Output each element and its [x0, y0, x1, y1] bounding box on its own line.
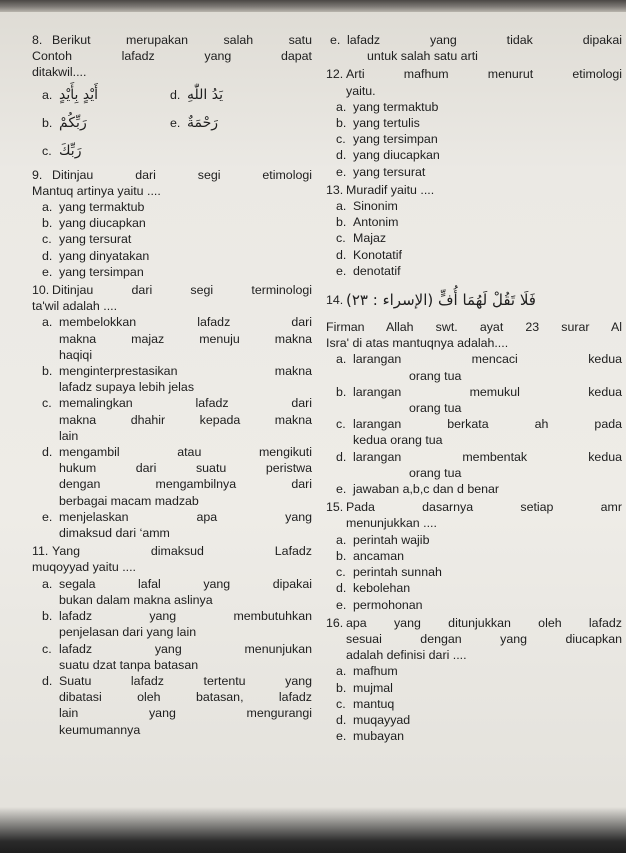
option-letter: b. — [42, 364, 53, 379]
option-b — [326, 115, 622, 131]
option-text: penjelasan dari yang lain — [59, 625, 197, 640]
option-arabic-text: أَيْدٍ بِأَيْدٍ — [59, 86, 98, 103]
option-letter: a. — [42, 200, 53, 215]
question-text: Contoh lafadz yang dapat — [32, 49, 312, 64]
option-letter: c. — [42, 396, 52, 411]
quran-verse-arabic: فَلَا تَقُلْ لَهُمَا أُفٍّ (الإسراء : ٢٣) — [346, 290, 536, 309]
question-text: Firman Allah swt. ayat 23 surar Al — [326, 320, 622, 335]
option-row — [32, 81, 312, 109]
option-a — [32, 576, 312, 608]
option-text: memalingkan lafadz dari — [59, 396, 312, 411]
question-text: muqoyyad yaitu .... — [32, 560, 136, 575]
option-text: bukan dalam makna aslinya — [59, 592, 213, 607]
option-d — [326, 712, 622, 728]
option-letter: d. — [336, 712, 347, 727]
option-letter: c. — [336, 417, 346, 432]
option-text: larangan berkata ah pada — [353, 417, 622, 432]
question-text: Ditinjau dari segi etimologi — [52, 167, 312, 182]
option-letter: c. — [336, 132, 346, 147]
question-number: 10. — [32, 283, 50, 298]
option-text: mafhum — [353, 664, 398, 679]
question-number: 8. — [32, 33, 43, 47]
question-text: sesuai dengan yang diucapkan — [346, 631, 622, 646]
option-d — [326, 449, 622, 481]
option-text: dibatasi oleh batasan, lafadz — [59, 690, 312, 705]
option-letter: b. — [42, 115, 53, 130]
option-b — [326, 548, 622, 564]
option-row — [32, 137, 312, 165]
option-letter: c. — [42, 143, 52, 158]
option-text: mujmal — [353, 680, 393, 695]
option-text: makna dhahir kepada makna — [59, 412, 312, 427]
option-d — [326, 147, 622, 163]
option-text: lafadz yang tidak dipakai — [347, 33, 622, 47]
question-text: Muradif yaitu .... — [346, 182, 435, 197]
option-row — [32, 109, 312, 137]
option-a — [32, 199, 312, 215]
option-b — [32, 608, 312, 640]
option-letter: d. — [42, 673, 53, 688]
option-text: orang tua — [409, 465, 462, 480]
photo-top-edge — [0, 0, 626, 12]
question-12 — [326, 66, 622, 179]
question-11-option-e — [326, 32, 622, 64]
option-letter: a. — [336, 664, 347, 679]
question-text: Yang dimaksud Lafadz — [52, 544, 312, 559]
option-text: Konotatif — [353, 247, 402, 262]
option-letter: b. — [336, 548, 347, 563]
option-letter: d. — [336, 449, 347, 464]
option-text: yang dinyatakan — [59, 248, 150, 263]
option-letter: b. — [42, 216, 53, 231]
option-letter: b. — [336, 384, 347, 399]
option-b — [326, 384, 622, 416]
option-text: menjelaskan apa yang — [59, 509, 312, 524]
option-text: muqayyad — [353, 712, 411, 727]
option-letter: d. — [170, 87, 181, 102]
option-text: yang tersimpan — [353, 132, 438, 147]
option-letter: a. — [42, 87, 53, 102]
option-b — [326, 680, 622, 696]
option-letter: d. — [336, 148, 347, 163]
question-number: 15. — [326, 500, 344, 515]
option-c — [32, 231, 312, 247]
option-e — [326, 164, 622, 180]
photo-bottom-shadow — [0, 807, 626, 853]
option-letter: a. — [336, 199, 347, 214]
question-text: Isra' di atas mantuqnya adalah.... — [326, 336, 509, 351]
option-text: yang tersurat — [353, 164, 426, 179]
option-text: menginterprestasikan makna — [59, 364, 312, 379]
option-letter: b. — [336, 116, 347, 131]
left-column — [32, 32, 312, 740]
option-text: larangan membentak kedua — [353, 449, 622, 464]
option-e — [326, 263, 622, 279]
option-text: jawaban a,b,c dan d benar — [353, 482, 500, 497]
option-text: untuk salah satu arti — [367, 49, 478, 64]
option-letter: a. — [336, 99, 347, 114]
question-13 — [326, 182, 622, 279]
option-text: larangan memukul kedua — [353, 384, 622, 399]
option-text: mengambil atau mengikuti — [59, 445, 312, 460]
question-number: 13. — [326, 182, 344, 197]
right-column — [326, 32, 622, 746]
option-e — [326, 481, 622, 497]
option-letter: d. — [336, 247, 347, 262]
option-c — [32, 395, 312, 444]
option-b — [32, 215, 312, 231]
option-text: permohonan — [353, 597, 423, 612]
option-text: yang diucapkan — [353, 148, 440, 163]
question-11 — [32, 543, 312, 737]
option-letter: e. — [336, 164, 347, 179]
option-letter: b. — [42, 609, 53, 624]
question-number: 11. — [32, 544, 49, 559]
option-letter: a. — [42, 576, 53, 591]
option-letter: e. — [42, 509, 53, 524]
option-letter: a. — [336, 352, 347, 367]
option-c — [326, 131, 622, 147]
option-b — [32, 363, 312, 395]
question-number: 12. — [326, 67, 344, 82]
option-e — [32, 264, 312, 280]
option-arabic-text: يَدُ اللّٰهِ — [187, 86, 223, 103]
option-text: Majaz — [353, 231, 387, 246]
option-c — [326, 416, 622, 448]
option-letter: c. — [336, 231, 346, 246]
option-text: yang termaktub — [59, 200, 145, 215]
question-number: 14. — [326, 292, 344, 307]
question-number: 16. — [326, 615, 344, 630]
option-a — [326, 663, 622, 679]
option-text: mubayan — [353, 729, 404, 744]
option-letter: e. — [170, 115, 181, 130]
option-letter: e. — [336, 729, 347, 744]
option-letter: b. — [336, 680, 347, 695]
option-a — [326, 99, 622, 115]
option-text: yang diucapkan — [59, 216, 146, 231]
option-letter: d. — [42, 445, 53, 460]
option-text: larangan mencaci kedua — [353, 352, 622, 367]
option-letter: c. — [336, 696, 346, 711]
option-text: lain — [59, 428, 79, 443]
option-text: kedua orang tua — [353, 433, 443, 448]
option-c — [326, 230, 622, 246]
option-letter: d. — [336, 581, 347, 596]
option-text: haqiqi — [59, 347, 93, 362]
option-text: suatu dzat tanpa batasan — [59, 657, 199, 672]
question-text: Pada dasarnya setiap amr — [346, 500, 622, 515]
question-14 — [326, 285, 622, 497]
option-e — [326, 728, 622, 744]
option-letter: a. — [336, 532, 347, 547]
option-text: yang tersimpan — [59, 264, 144, 279]
option-letter: b. — [336, 215, 347, 230]
option-text: Sinonim — [353, 199, 398, 214]
option-text: berbagai macam madzab — [59, 493, 199, 508]
option-d — [32, 248, 312, 264]
option-e — [32, 509, 312, 541]
option-d — [326, 580, 622, 596]
option-text: dimaksud dari ‘amm — [59, 526, 170, 541]
option-letter: e. — [42, 264, 53, 279]
option-letter: d. — [42, 248, 53, 263]
question-text: apa yang ditunjukkan oleh lafadz — [346, 615, 622, 630]
option-letter: c. — [336, 565, 346, 580]
option-text: yang tertulis — [353, 116, 420, 131]
option-text: makna majaz menuju makna — [59, 331, 312, 346]
option-d — [32, 673, 312, 738]
option-text: yang termaktub — [353, 99, 439, 114]
option-letter: e. — [336, 263, 347, 278]
option-text: mantuq — [353, 696, 395, 711]
question-text: ditakwil.... — [32, 65, 87, 80]
option-arabic-text: رَحْمَةٌ — [187, 114, 219, 131]
option-text: kebolehan — [353, 581, 411, 596]
question-9 — [32, 167, 312, 280]
option-text: keumumannya — [59, 722, 141, 737]
option-text: lafadz yang membutuhkan — [59, 609, 312, 624]
option-a — [32, 314, 312, 363]
option-text: segala lafal yang dipakai — [59, 576, 312, 591]
option-letter: c. — [42, 641, 52, 656]
question-text: yaitu. — [346, 83, 376, 98]
option-c — [326, 564, 622, 580]
option-letter: c. — [42, 232, 52, 247]
question-text: ta'wil adalah .... — [32, 299, 118, 314]
option-text: perintah sunnah — [353, 565, 442, 580]
option-d — [326, 247, 622, 263]
option-letter: a. — [42, 315, 53, 330]
question-text: Arti mafhum menurut etimologi — [346, 67, 622, 82]
option-text: orang tua — [409, 368, 462, 383]
question-10 — [32, 282, 312, 541]
option-a — [326, 198, 622, 214]
option-arabic-text: رَبِّكَ — [59, 142, 82, 159]
option-text: lain yang mengurangi — [59, 706, 312, 721]
option-b — [326, 214, 622, 230]
question-8 — [32, 32, 312, 165]
option-text: lafadz supaya lebih jelas — [59, 380, 195, 395]
question-text: adalah definisi dari .... — [346, 648, 467, 663]
question-15 — [326, 499, 622, 612]
option-text: dengan mengambilnya dari — [59, 477, 312, 492]
option-text: yang tersurat — [59, 232, 132, 247]
option-text: perintah wajib — [353, 532, 430, 547]
option-c — [326, 696, 622, 712]
option-text: hukum dari suatu peristwa — [59, 461, 312, 476]
option-text: denotatif — [353, 263, 401, 278]
option-text: ancaman — [353, 548, 404, 563]
option-a — [326, 532, 622, 548]
question-text: Ditinjau dari segi terminologi — [52, 283, 312, 298]
option-e — [326, 597, 622, 613]
question-16 — [326, 615, 622, 745]
option-a — [326, 351, 622, 383]
option-letter: e. — [330, 33, 341, 47]
option-arabic-text: رَبِّكُمْ — [59, 114, 87, 131]
question-text: Berikut merupakan salah satu — [52, 33, 312, 47]
question-text: Mantuq artinya yaitu .... — [32, 183, 161, 198]
option-text: lafadz yang menunjukan — [59, 641, 312, 656]
question-text: menunjukkan .... — [346, 516, 437, 531]
option-letter: e. — [336, 482, 347, 497]
option-text: Suatu lafadz tertentu yang — [59, 673, 312, 688]
option-letter: e. — [336, 597, 347, 612]
option-text: orang tua — [409, 401, 462, 416]
option-c — [32, 641, 312, 673]
question-number: 9. — [32, 167, 43, 182]
option-text: membelokkan lafadz dari — [59, 315, 312, 330]
option-text: Antonim — [353, 215, 399, 230]
option-d — [32, 444, 312, 509]
